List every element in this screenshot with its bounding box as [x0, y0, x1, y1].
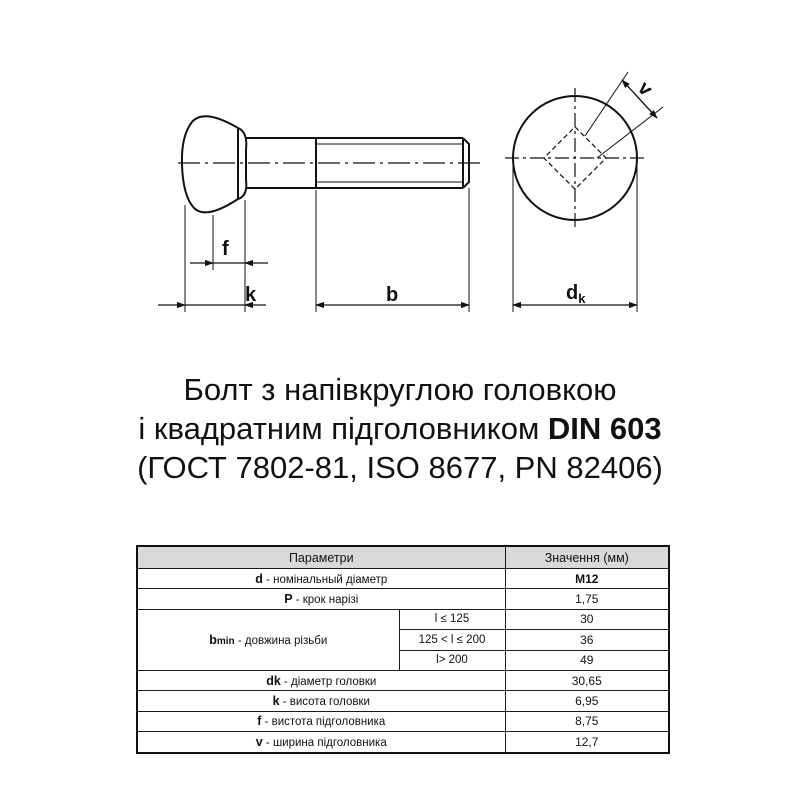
param-symbol: b [209, 632, 217, 647]
param-condition: 125 < l ≤ 200 [399, 630, 505, 650]
param-cell [137, 569, 505, 589]
param-cell [137, 670, 505, 690]
title-line-2 [0, 409, 800, 448]
param-description: - крок нарізі [292, 594, 359, 607]
param-condition: l> 200 [399, 650, 505, 670]
param-symbol: f [257, 714, 262, 729]
title-line-2-text: і квадратним підголовником [138, 411, 548, 446]
header-params: Параметри [137, 546, 505, 569]
bolt-drawing [0, 0, 800, 340]
param-cell [137, 609, 399, 670]
title-standard: DIN 603 [547, 411, 662, 446]
param-value: 49 [505, 650, 669, 670]
param-symbol: k [272, 694, 280, 709]
param-value: 30 [505, 609, 669, 629]
label-k: k [245, 284, 257, 306]
param-value: 1,75 [505, 589, 669, 609]
param-description: - ширина підголовника [262, 736, 387, 749]
parameters-table [136, 545, 670, 754]
label-b: b [386, 284, 399, 306]
product-title [0, 370, 800, 487]
param-value: 6,95 [505, 691, 669, 711]
label-v: v [633, 77, 657, 101]
table-row [137, 609, 669, 629]
table-row [137, 711, 669, 731]
bolt-head-outline [182, 116, 238, 212]
table-row [137, 569, 669, 589]
bolt-side-view [182, 116, 469, 212]
param-symbol: dk [266, 673, 281, 688]
param-value: M12 [505, 569, 669, 589]
param-cell [137, 589, 505, 609]
table-row [137, 691, 669, 711]
param-symbol: P [284, 592, 293, 607]
param-description: - номінальный діаметр [262, 573, 388, 586]
param-description: - діаметр головки [280, 675, 377, 688]
title-line-1: Болт з напівкруглою головкою [183, 372, 617, 407]
param-symbol: v [255, 734, 263, 749]
table-header-row [137, 546, 669, 569]
param-cell [137, 691, 505, 711]
label-dk-main: d [566, 282, 579, 304]
title-line-3: (ГОСТ 7802-81, ISO 8677, PN 82406) [137, 450, 663, 485]
label-dk-sub: k [578, 291, 586, 306]
bolt-top-view [505, 88, 645, 228]
param-symbol-sub: min [216, 635, 235, 647]
param-value: 8,75 [505, 711, 669, 731]
param-value: 30,65 [505, 670, 669, 690]
param-cell [137, 732, 505, 753]
table-row [137, 732, 669, 753]
param-value: 36 [505, 630, 669, 650]
label-dk [566, 282, 586, 306]
param-description: - висота головки [279, 696, 370, 709]
param-description: - довжина різьби [234, 634, 328, 647]
label-f: f [222, 238, 229, 260]
param-description: - вистота підголовника [261, 716, 386, 729]
table-row [137, 589, 669, 609]
param-cell [137, 711, 505, 731]
table-row [137, 670, 669, 690]
param-symbol: d [255, 571, 263, 586]
header-values: Значення (мм) [505, 546, 669, 569]
param-condition: l ≤ 125 [399, 609, 505, 629]
param-value: 12,7 [505, 732, 669, 753]
